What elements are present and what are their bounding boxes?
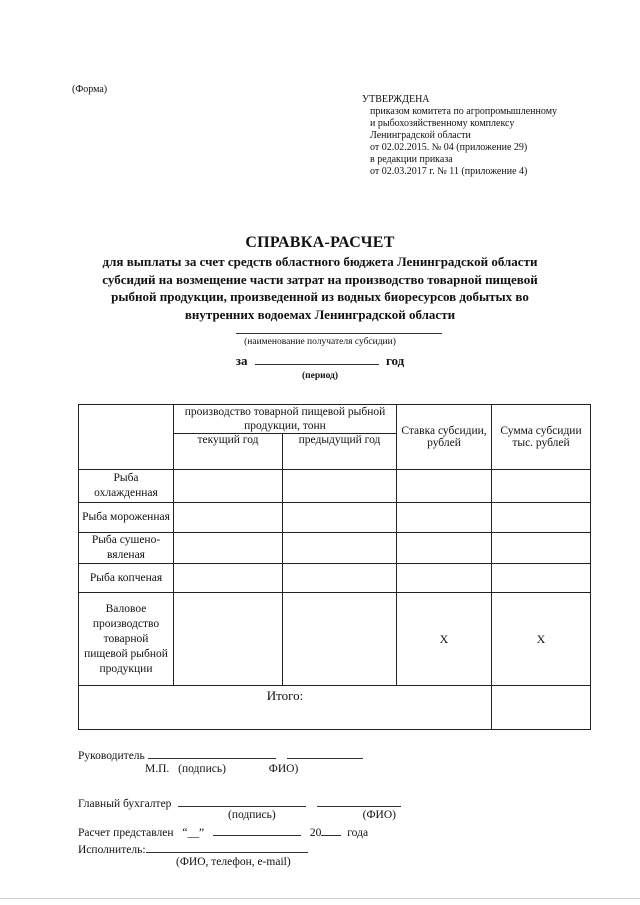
approval-line: от 02.02.2015. № 04 (приложение 29) [370,142,528,153]
sum-cell[interactable] [492,533,591,564]
previous-year-cell[interactable] [283,470,397,503]
table-row [79,564,591,593]
rate-cell[interactable] [397,470,492,503]
total-row [79,686,591,730]
subsidy-table [78,404,591,730]
document-subtitle [90,253,550,323]
head-fio-field[interactable] [287,747,363,759]
date-year-field[interactable] [321,824,341,836]
recipient-caption: (наименование получателя субсидии) [244,337,396,347]
current-year-cell[interactable] [174,470,283,503]
head-caption-row [145,763,298,775]
rate-cell[interactable] [397,503,492,533]
subtitle-line: для выплаты за счет средств областного бюджета Ленинградской области [102,254,538,269]
date-month-field[interactable] [213,824,301,836]
header-empty-cell [79,405,174,470]
total-label: Итого: [79,686,492,730]
approval-line: Ленинградской области [370,130,471,141]
row-label: Рыба сушено-вяленая [79,533,174,564]
submitted-row [78,824,368,839]
period-prefix: за [235,353,248,368]
current-year-cell[interactable] [174,593,283,686]
production-header: производство товарной пищевой рыбной продукции, тонн [174,405,397,434]
accountant-fio-field[interactable] [317,795,401,807]
head-signature-field[interactable] [148,747,276,759]
current-year-cell[interactable] [174,503,283,533]
rate-cell[interactable] [397,533,492,564]
approval-line: в редакции приказа [370,154,453,165]
document-title: СПРАВКА-РАСЧЕТ [245,234,395,251]
previous-year-cell[interactable] [283,564,397,593]
form-label: (Форма) [72,84,108,95]
previous-year-cell[interactable] [283,503,397,533]
sum-cell[interactable] [492,564,591,593]
accountant-fio-caption: (ФИО) [362,809,396,821]
head-signature-row [78,747,363,762]
executor-label: Исполнитель: [78,844,146,856]
accountant-caption-row [228,809,396,821]
row-label: Валовое производство товарной пищевой рыбной продукции [79,593,174,686]
approval-stamp [362,94,557,178]
row-label: Рыба копченая [79,564,174,593]
period-row [0,352,640,369]
accountant-signature-caption: (подпись) [228,809,276,821]
current-year-cell[interactable] [174,564,283,593]
date-day-field[interactable]: “__” [182,827,205,839]
year-prefix: 20 [309,827,322,839]
submitted-label: Расчет представлен [78,827,174,839]
sum-cell[interactable] [492,470,591,503]
rate-x-mark: X [397,593,492,686]
sum-header: Сумма субсидии тыс. рублей [492,405,591,470]
rate-cell[interactable] [397,564,492,593]
subtitle-line: субсидий на возмещение части затрат на производство товарной пищевой [102,271,538,287]
sum-x-mark: X [492,593,591,686]
head-label: Руководитель [78,750,145,762]
table-row [79,533,591,564]
current-year-cell[interactable] [174,533,283,564]
previous-year-cell[interactable] [283,533,397,564]
page-divider [0,898,640,899]
period-suffix: год [385,353,405,368]
total-sum-cell[interactable] [492,686,591,730]
table-row [79,503,591,533]
period-caption: (период) [301,371,339,381]
sum-cell[interactable] [492,503,591,533]
signature-caption: (подпись) [178,763,226,775]
year-suffix: года [347,827,369,839]
table-row [79,593,591,686]
executor-row [78,841,308,856]
approval-line: приказом комитета по агропромышленному [370,106,558,117]
row-label: Рыба охлажденная [79,470,174,503]
fio-caption: ФИО) [268,763,299,775]
period-field[interactable] [255,352,379,365]
previous-year-header: предыдущий год [283,434,397,470]
previous-year-cell[interactable] [283,593,397,686]
approval-line: и рыбохозяйственному комплексу [370,118,515,129]
approval-line: от 02.03.2017 г. № 11 (приложение 4) [370,166,528,177]
executor-caption: (ФИО, телефон, e-mail) [176,856,291,868]
recipient-name-field[interactable] [236,333,442,334]
subtitle-line: рыбной продукции, произведенной из водных биоресурсов добытых во [111,289,529,304]
current-year-header: текущий год [174,434,283,470]
executor-field[interactable] [146,841,308,853]
row-label: Рыба мороженная [79,503,174,533]
approval-heading: УТВЕРЖДЕНА [362,94,430,105]
subtitle-line: внутренних водоемах Ленинградской области [184,306,456,322]
accountant-signature-row [78,795,401,810]
rate-header: Ставка субсидии, рублей [397,405,492,470]
table-row [79,470,591,503]
accountant-signature-field[interactable] [178,795,306,807]
accountant-label: Главный бухгалтер [78,798,172,810]
mp-label: М.П. [145,763,170,775]
